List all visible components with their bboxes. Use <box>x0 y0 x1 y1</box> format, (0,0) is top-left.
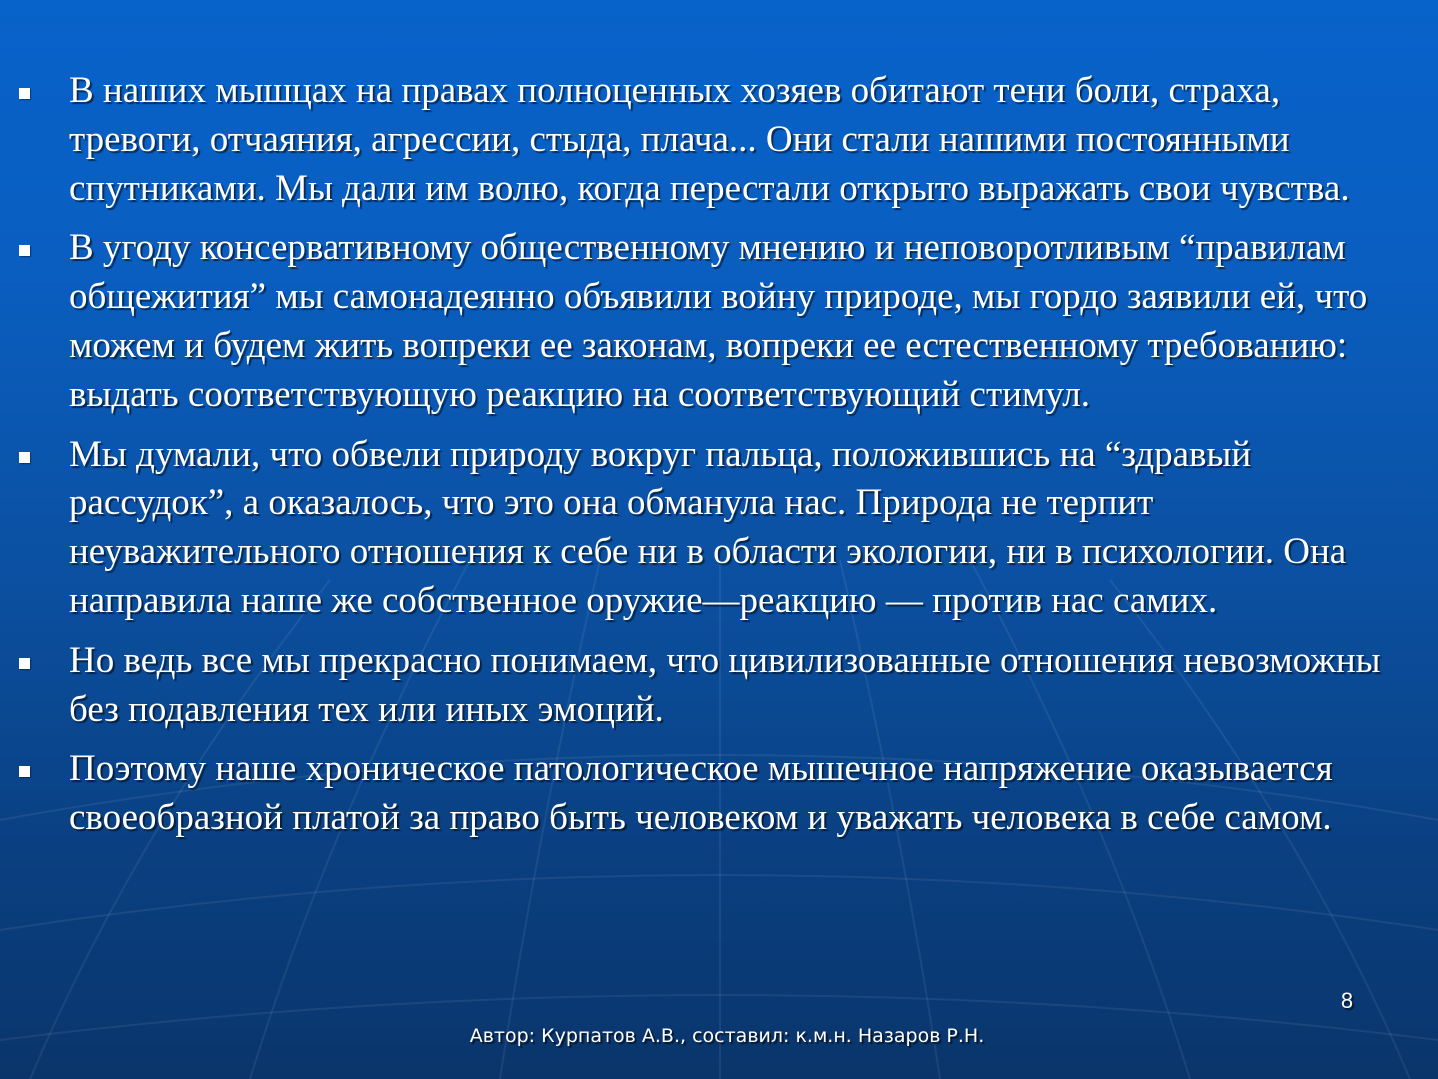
square-bullet-icon <box>19 766 30 777</box>
bullet-item <box>0 637 1438 735</box>
square-bullet-icon <box>19 452 30 463</box>
bullet-text: В наших мышцах на правах полноценных хозяев обитают тени боли, страха, тревоги, отчаяния, агрессии, стыда, плача... Они стали нашими постоянными спутниками. Мы дали им волю, когда перестали открыто выражать свои чувства. <box>69 70 1350 209</box>
bullet-item <box>0 745 1438 843</box>
bullet-item <box>0 67 1438 213</box>
bullet-item <box>0 224 1438 419</box>
bullet-list <box>0 67 1438 854</box>
bullet-text: Но ведь все мы прекрасно понимаем, что цивилизованные отношения невозможны без подавления тех или иных эмоций. <box>69 639 1381 730</box>
square-bullet-icon <box>19 88 30 99</box>
bullet-item <box>0 431 1438 626</box>
bullet-text: В угоду консервативному общественному мнению и неповоротливым “правилам общежития” мы самонадеянно объявили войну природе, мы гордо заявили ей, что можем и будем жить вопреки ее законам, вопреки ее естественному требованию: выдать соответствующую реакцию на соответствующий стимул. <box>69 227 1368 415</box>
bullet-text: Мы думали, что обвели природу вокруг пальца, положившись на “здравый рассудок”, а оказалось, что это она обманула нас. Природа не терпит неуважительного отношения к себе ни в области экологии, ни в психологии. Она направила наше же собственное оружие—реакцию — против нас самих. <box>69 433 1347 621</box>
bullet-text: Поэтому наше хроническое патологическое мышечное напряжение оказывается своеобразной платой за право быть человеком и уважать человека в себе самом. <box>69 748 1333 839</box>
square-bullet-icon <box>19 245 30 256</box>
page-number: 8 <box>1340 988 1354 1013</box>
footer-author: Автор: Курпатов А.В., составил: к.м.н. Назаров Р.Н. <box>469 1025 985 1047</box>
square-bullet-icon <box>19 658 30 669</box>
